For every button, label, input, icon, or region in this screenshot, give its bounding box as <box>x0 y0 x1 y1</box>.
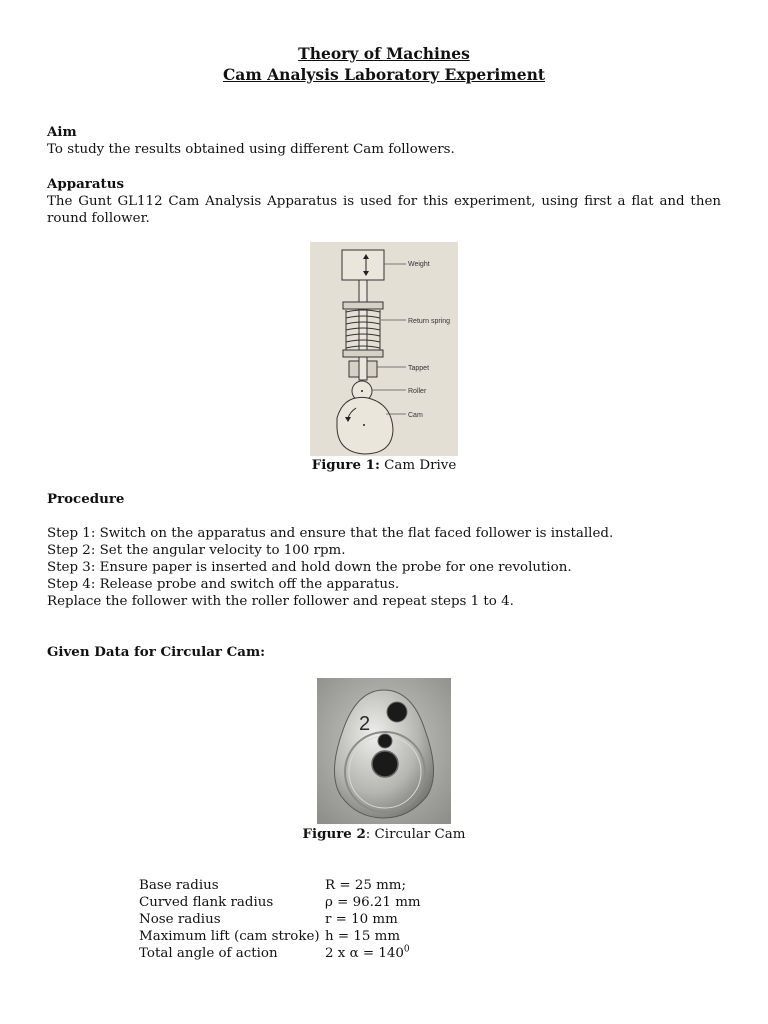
label-tappet: Tappet <box>408 365 430 372</box>
aim-heading: Aim <box>47 124 77 140</box>
cam-center-hole <box>372 751 398 777</box>
cam-small-hole <box>378 734 392 748</box>
table-row <box>139 877 421 894</box>
cam-nose-hole <box>387 702 407 722</box>
aim-section <box>47 124 721 158</box>
cam-drive-figure <box>310 242 458 456</box>
table-row <box>139 945 421 962</box>
procedure-step: Step 4: Release probe and switch off the apparatus. <box>47 577 400 592</box>
data-value: ρ = 96.21 mm <box>325 895 421 910</box>
procedure-heading: Procedure <box>47 491 125 507</box>
label-cam: Cam <box>408 412 423 419</box>
weight-block <box>342 250 384 280</box>
data-label: Base radius <box>139 878 219 893</box>
figure-2-caption-label: Figure 2 <box>302 826 366 842</box>
cam-center <box>363 424 365 426</box>
data-value: h = 15 mm <box>325 929 401 944</box>
label-return-spring: Return spring <box>408 318 451 325</box>
procedure-step: Replace the follower with the roller follower and repeat steps 1 to 4. <box>47 594 514 609</box>
document-title <box>0 44 768 85</box>
tappet-right <box>367 361 377 377</box>
procedure-step: Step 3: Ensure paper is inserted and hold down the probe for one revolution. <box>47 560 572 575</box>
procedure-step: Step 2: Set the angular velocity to 100 rpm. <box>47 543 346 558</box>
label-weight: Weight <box>408 261 430 268</box>
aim-text: To study the results obtained using different Cam followers. <box>47 142 455 157</box>
roller-center <box>361 390 363 392</box>
follower-shaft <box>359 280 367 380</box>
title-line-1: Theory of Machines <box>298 44 470 63</box>
figure-2-caption-text: : Circular Cam <box>365 827 466 842</box>
spring-bottom-plate <box>343 350 383 357</box>
data-value <box>325 945 421 962</box>
table-row <box>139 894 421 911</box>
data-value-text: 2 x α = 140 <box>325 946 404 961</box>
data-label: Maximum lift (cam stroke) <box>139 929 320 944</box>
table-row <box>139 911 421 928</box>
title-line-2: Cam Analysis Laboratory Experiment <box>222 64 546 84</box>
procedure-step: Step 1: Switch on the apparatus and ensure that the flat faced follower is installed. <box>47 526 614 541</box>
data-label: Curved flank radius <box>139 895 274 910</box>
label-roller: Roller <box>408 388 427 395</box>
figure-1-caption-label: Figure 1: <box>311 457 380 473</box>
figure-1-caption-text: Cam Drive <box>379 458 457 473</box>
spring-top-plate <box>343 302 383 309</box>
apparatus-section <box>47 176 721 227</box>
tappet-left <box>349 361 359 377</box>
procedure-section <box>47 491 721 610</box>
apparatus-text: The Gunt GL112 Cam Analysis Apparatus is used for this experiment, using first a flat and then round follower. <box>47 194 721 226</box>
figure-2-caption <box>0 826 768 843</box>
data-value: r = 10 mm <box>325 912 398 927</box>
table-row <box>139 928 421 945</box>
data-label: Total angle of action <box>139 946 278 961</box>
data-value: R = 25 mm; <box>325 878 407 893</box>
cam-data-table <box>139 877 421 962</box>
figure-1-caption <box>0 457 768 474</box>
degree-superscript: 0 <box>403 944 410 955</box>
cam-number-label: 2 <box>359 713 371 735</box>
circular-cam-photo <box>317 678 451 824</box>
apparatus-heading: Apparatus <box>47 176 124 192</box>
given-data-heading: Given Data for Circular Cam: <box>47 644 266 660</box>
data-label: Nose radius <box>139 912 221 927</box>
